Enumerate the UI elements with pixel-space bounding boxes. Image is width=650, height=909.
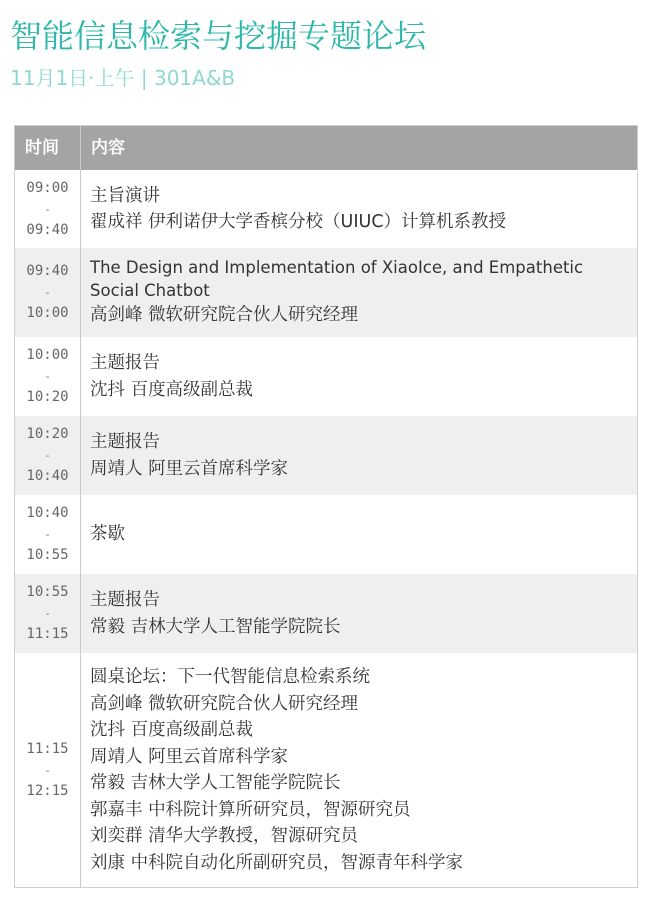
end-time: 10:20 (26, 389, 69, 405)
table-row (15, 574, 637, 653)
session-title: 主题报告 (90, 590, 160, 610)
content-cell (81, 416, 637, 495)
time-cell (15, 248, 81, 337)
panelist: 周靖人 阿里云首席科学家 (90, 746, 289, 767)
end-time: 11:15 (26, 626, 69, 642)
header-content: 内容 (91, 138, 125, 158)
speaker: 高剑峰 微软研究院合伙人研究经理 (90, 305, 359, 326)
panelist: 郭嘉丰 中科院计算所研究员，智源研究员 (90, 799, 411, 820)
content-cell (81, 337, 637, 416)
start-time: 10:55 (26, 584, 69, 600)
session-title: 主旨演讲 (90, 185, 160, 206)
panelist: 沈抖 百度高级副总裁 (90, 720, 254, 740)
page-title: 智能信息检索与挖掘专题论坛 (10, 17, 427, 55)
table-row (15, 416, 637, 495)
session-title: 圆桌论坛：下一代智能信息检索系统 (90, 667, 370, 687)
time-separator: - (44, 607, 51, 620)
session-title: 主题报告 (90, 432, 160, 452)
time-cell (15, 495, 81, 574)
start-time: 10:00 (26, 347, 69, 363)
speaker: 沈抖 百度高级副总裁 (90, 379, 254, 400)
session-title: The Design and Implementation of XiaoIce, and Empathetic Social Chatbot (90, 258, 584, 301)
speaker: 周靖人 阿里云首席科学家 (90, 458, 289, 479)
time-separator: - (44, 202, 51, 216)
table-row (15, 170, 637, 248)
content-cell (81, 248, 637, 337)
time-separator: - (44, 370, 51, 383)
start-time: 10:20 (26, 426, 69, 442)
content-cell (81, 495, 637, 574)
end-time: 09:40 (26, 221, 69, 238)
time-separator: - (44, 449, 51, 462)
panelist: 常毅 吉林大学人工智能学院院长 (90, 773, 341, 793)
content-cell (81, 653, 637, 887)
session-title: 茶歇 (90, 524, 125, 545)
end-time: 10:40 (26, 468, 69, 484)
content-cell (81, 170, 637, 248)
panelist: 刘奕群 清华大学教授，智源研究员 (90, 826, 359, 846)
table-header (15, 126, 637, 170)
time-separator: - (44, 286, 51, 299)
time-separator: - (44, 763, 51, 777)
page-subtitle: 11月1日·上午 | 301A&B (10, 66, 236, 90)
start-time: 09:40 (26, 263, 69, 279)
header-time: 时间 (15, 126, 81, 170)
end-time: 12:15 (26, 782, 69, 799)
speaker: 翟成祥 伊利诺伊大学香槟分校（UIUC）计算机系教授 (90, 212, 507, 232)
end-time: 10:00 (26, 305, 69, 321)
speaker: 常毅 吉林大学人工智能学院院长 (90, 616, 341, 637)
content-cell (81, 574, 637, 653)
table-row (15, 653, 637, 887)
start-time: 11:15 (26, 740, 69, 757)
panelist: 刘康 中科院自动化所副研究员，智源青年科学家 (90, 852, 464, 873)
time-cell (15, 653, 81, 887)
start-time: 10:40 (26, 505, 69, 521)
session-title: 主题报告 (90, 353, 160, 373)
time-cell (15, 337, 81, 416)
start-time: 09:00 (26, 179, 69, 196)
time-cell (15, 170, 81, 248)
panelist: 高剑峰 微软研究院合伙人研究经理 (90, 693, 359, 714)
end-time: 10:55 (26, 547, 69, 563)
time-cell (15, 574, 81, 653)
schedule-table (14, 125, 638, 888)
time-separator: - (44, 528, 51, 541)
table-row (15, 337, 637, 416)
table-row (15, 248, 637, 337)
time-cell (15, 416, 81, 495)
table-row (15, 495, 637, 574)
